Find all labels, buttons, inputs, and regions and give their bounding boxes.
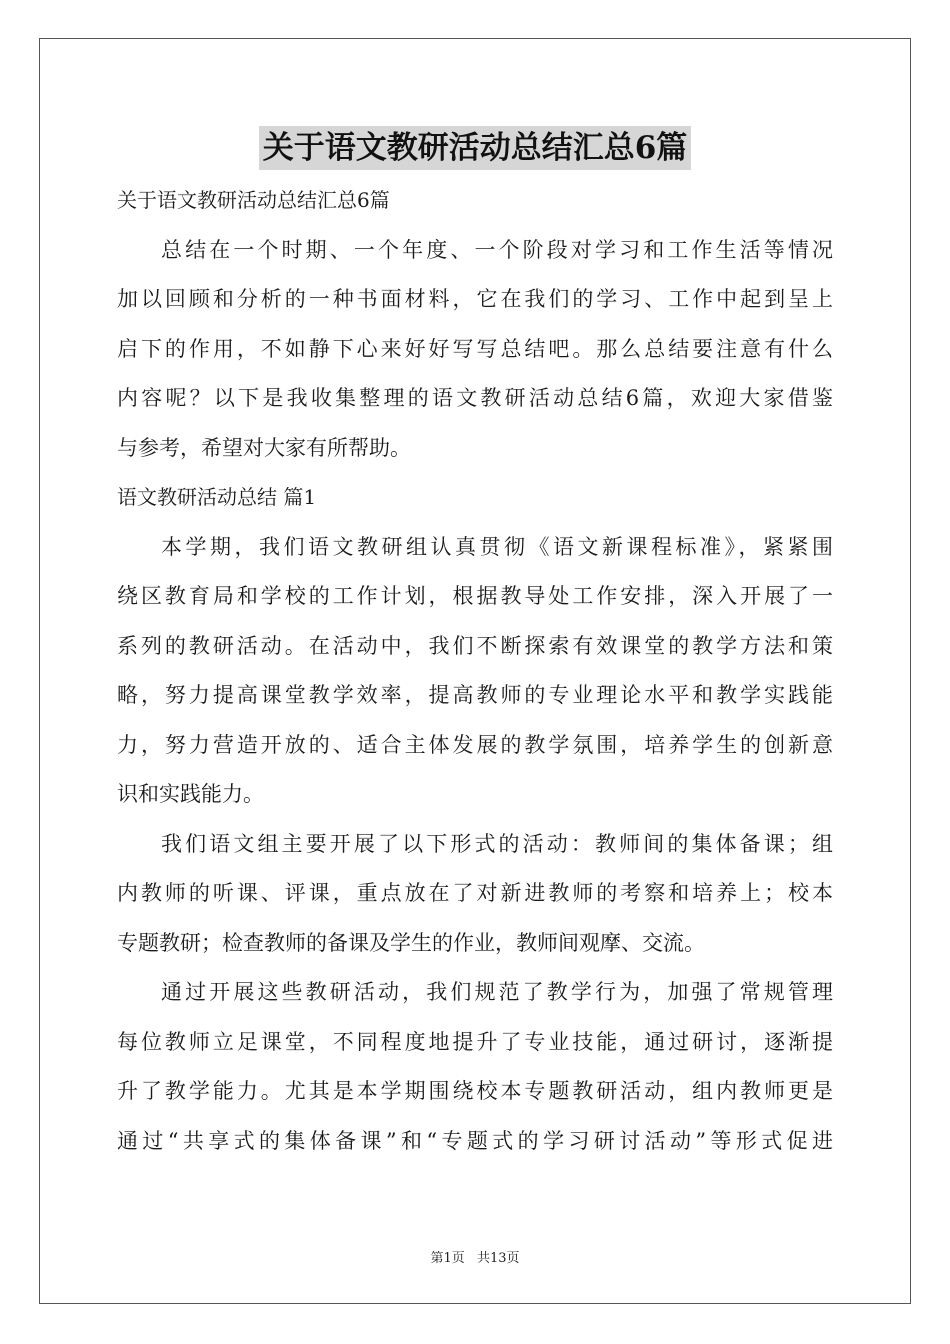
paragraph-line: 专题教研；检查教师的备课及学生的作业，教师间观摩、交流。	[117, 930, 705, 955]
subtitle: 关于语文教研活动总结汇总6篇	[117, 188, 390, 212]
page-footer	[0, 1247, 950, 1266]
page-total: 共13页	[476, 1251, 520, 1266]
title-container	[0, 126, 950, 170]
paragraph-line: 通过“共享式的集体备课”和“专题式的学习研讨活动”等形式促进	[117, 1128, 833, 1153]
paragraph-line: 系列的教研活动。在活动中，我们不断探索有效课堂的教学方法和策	[117, 633, 833, 658]
paragraph-line: 总结在一个时期、一个年度、一个阶段对学习和工作生活等情况	[161, 237, 833, 262]
page-number: 第1页	[430, 1251, 465, 1266]
paragraph-line: 绕区教育局和学校的工作计划，根据教导处工作安排，深入开展了一	[117, 584, 833, 608]
paragraph-line: 内教师的听课、评课，重点放在了对新进教师的考察和培养上；校本	[117, 881, 833, 905]
paragraph-line: 识和实践能力。	[117, 782, 264, 806]
paragraph-line: 略，努力提高课堂教学效率，提高教师的专业理论水平和教学实践能	[117, 683, 833, 707]
paragraph-line: 力，努力营造开放的、适合主体发展的教学氛围，培养学生的创新意	[117, 732, 833, 757]
paragraph-line: 通过开展这些教研活动，我们规范了教学行为，加强了常规管理	[161, 980, 833, 1004]
section-heading: 语文教研活动总结 篇1	[117, 485, 317, 509]
document-title: 关于语文教研活动总结汇总6篇	[259, 126, 692, 170]
paragraph-line: 我们语文组主要开展了以下形式的活动：教师间的集体备课；组	[161, 831, 833, 856]
paragraph-line: 升了教学能力。尤其是本学期围绕校本专题教研活动，组内教师更是	[117, 1079, 833, 1103]
paragraph-line: 本学期，我们语文教研组认真贯彻《语文新课程标准》，紧紧围	[161, 534, 833, 559]
paragraph-line: 内容呢？以下是我收集整理的语文教研活动总结6篇，欢迎大家借鉴	[117, 386, 833, 410]
paragraph-line: 启下的作用，不如静下心来好好写写总结吧。那么总结要注意有什么	[117, 336, 833, 361]
paragraph-line: 加以回顾和分析的一种书面材料，它在我们的学习、工作中起到呈上	[117, 287, 833, 311]
paragraph-line: 与参考，希望对大家有所帮助。	[117, 435, 411, 460]
document-body	[117, 176, 833, 1166]
paragraph-line: 每位教师立足课堂，不同程度地提升了专业技能，通过研讨，逐渐提	[117, 1029, 833, 1054]
